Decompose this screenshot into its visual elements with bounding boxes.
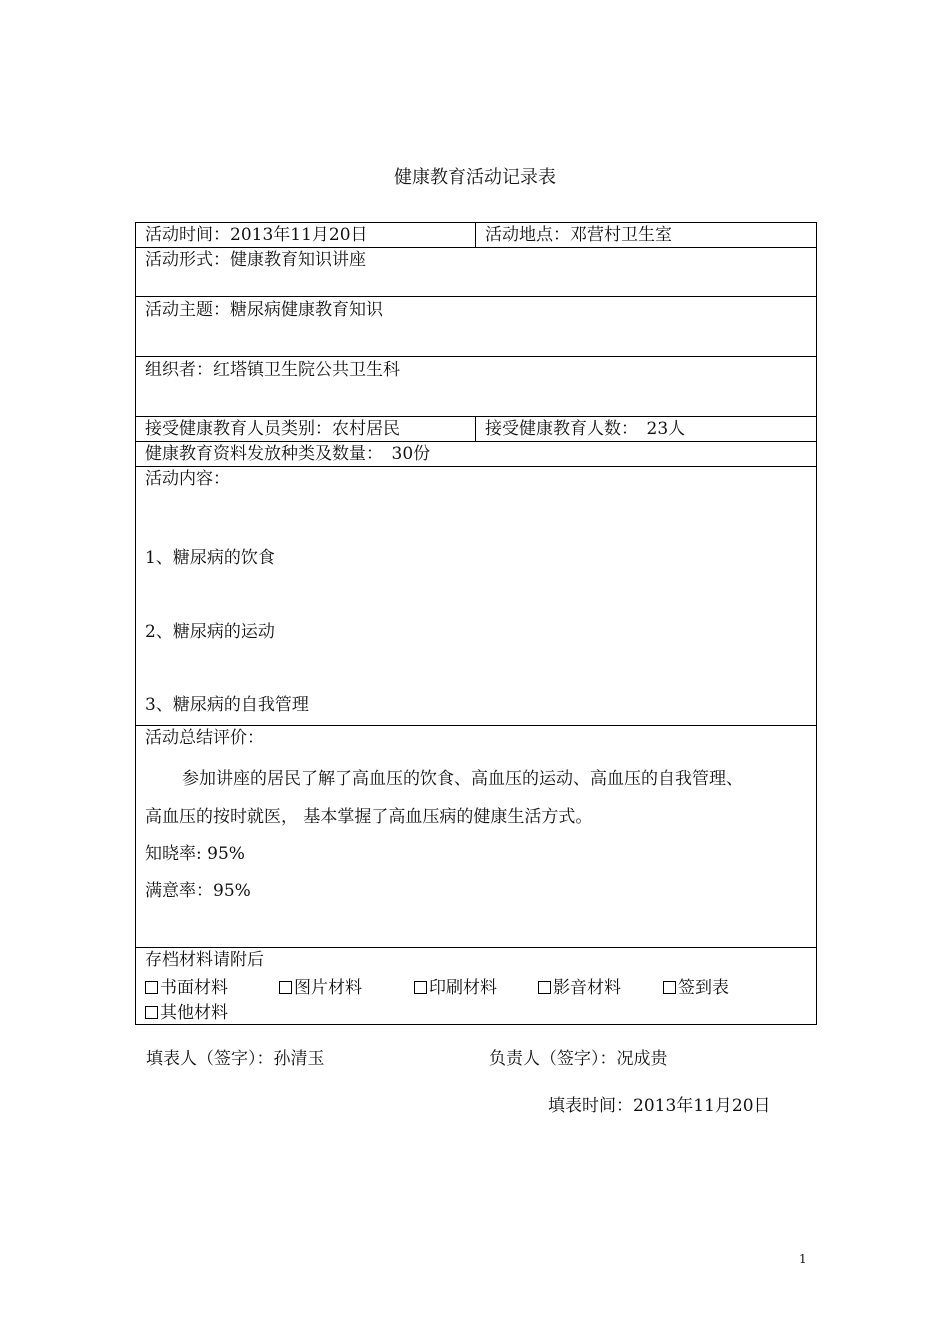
filler-signature: 填表人（签字）：孙清玉 [146, 1049, 325, 1069]
summary-text-line: 高血压的按时就医， 基本掌握了高血压病的健康生活方式。 [145, 807, 593, 827]
checkbox-icon [145, 981, 158, 994]
checkbox-audiovisual-materials[interactable] [538, 973, 621, 998]
page-number: 1 [799, 1252, 807, 1266]
activity-form: 活动形式：健康教育知识讲座 [145, 250, 366, 270]
responsible-signature: 负责人（签字）：况成贵 [489, 1049, 668, 1069]
record-table [135, 222, 817, 1025]
checkbox-icon [414, 981, 427, 994]
checkbox-label: 其他材料 [160, 1003, 228, 1023]
summary-label: 活动总结评价： [145, 728, 264, 748]
activity-location: 活动地点：邓营村卫生室 [485, 225, 672, 245]
checkbox-label: 图片材料 [294, 978, 362, 998]
checkbox-other-materials[interactable] [145, 998, 228, 1023]
summary-text-line: 参加讲座的居民了解了高血压的饮食、高血压的运动、高血压的自我管理、 [182, 769, 743, 789]
row-archive [136, 948, 816, 1024]
row-organizer [136, 357, 816, 417]
checkbox-icon [538, 981, 551, 994]
materials-count: 健康教育资料发放种类及数量： 30份 [145, 444, 431, 464]
checkbox-icon [663, 981, 676, 994]
checkbox-signin-sheet[interactable] [663, 973, 729, 998]
checkbox-label: 签到表 [678, 978, 729, 998]
organizer: 组织者：红塔镇卫生院公共卫生科 [145, 360, 400, 380]
target-count: 接受健康教育人数： 23人 [485, 419, 686, 439]
checkbox-label: 印刷材料 [429, 978, 497, 998]
satisfaction-rate: 满意率：95% [145, 881, 251, 901]
checkbox-label: 影音材料 [553, 978, 621, 998]
archive-options [136, 998, 816, 1023]
row-form [136, 248, 816, 297]
checkbox-printed-materials[interactable] [414, 973, 497, 998]
content-label: 活动内容： [145, 469, 230, 489]
document-title: 健康教育活动记录表 [394, 167, 556, 188]
activity-time: 活动时间：2013年11月20日 [136, 223, 476, 247]
fill-date: 填表时间：2013年11月20日 [548, 1096, 771, 1116]
row-topic [136, 297, 816, 357]
row-summary [136, 726, 816, 948]
content-item: 3、糖尿病的自我管理 [145, 695, 309, 715]
row-time-location [136, 223, 816, 248]
checkbox-image-materials[interactable] [279, 973, 362, 998]
content-item: 1、糖尿病的饮食 [145, 548, 275, 568]
checkbox-label: 书面材料 [160, 978, 228, 998]
row-materials [136, 442, 816, 467]
activity-topic: 活动主题：糖尿病健康教育知识 [145, 300, 383, 320]
archive-options [136, 973, 816, 998]
awareness-rate: 知晓率: 95% [145, 844, 245, 864]
checkbox-written-materials[interactable] [145, 973, 228, 998]
checkbox-icon [279, 981, 292, 994]
content-item: 2、糖尿病的运动 [145, 622, 275, 642]
row-target [136, 417, 816, 442]
checkbox-icon [145, 1006, 158, 1019]
archive-label: 存档材料请附后 [145, 950, 264, 970]
row-content [136, 467, 816, 726]
target-category: 接受健康教育人员类别：农村居民 [136, 417, 476, 441]
